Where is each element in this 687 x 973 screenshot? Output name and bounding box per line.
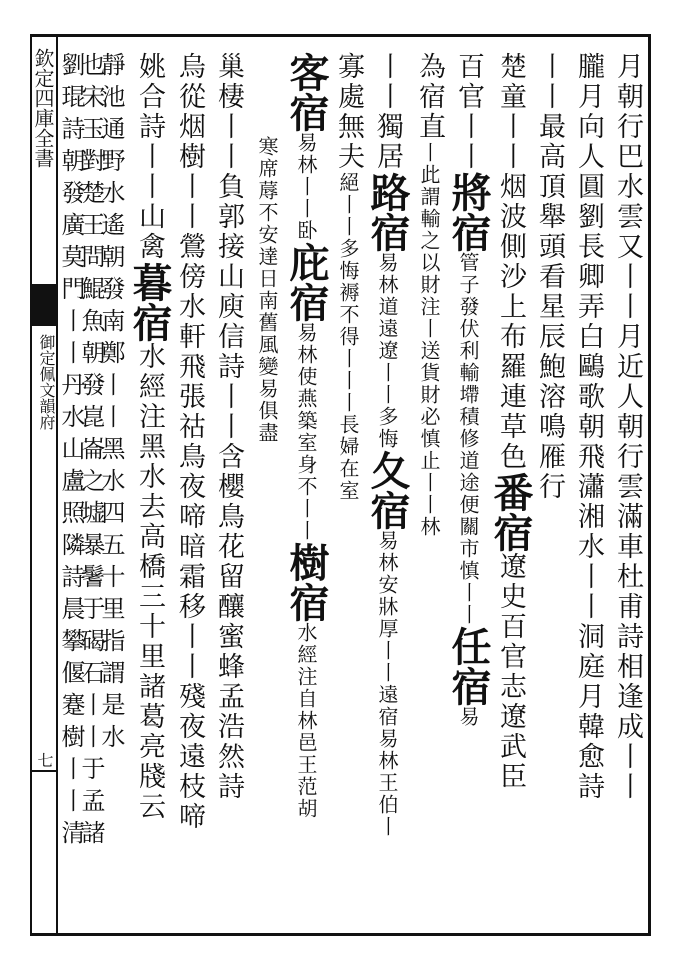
- column-note: 水經注自林邑王范胡: [294, 622, 318, 820]
- heading-ren-su: 任宿: [445, 626, 492, 706]
- heading-shu-su: 樹宿: [283, 542, 330, 622]
- column-note: 易林丨丨卧: [294, 132, 318, 242]
- text-column-9: [283, 52, 330, 932]
- column-text: 朝發南鄭丨丨黑水四五十里指謂是水: [97, 244, 125, 756]
- frame-left-rule: [30, 34, 32, 936]
- column-note: 褥不得丨丨: [336, 282, 360, 392]
- column-note: 達日南舊風變易俱盡: [255, 246, 279, 444]
- column-note: 寒席蓐不安: [255, 136, 279, 246]
- column-text: 為宿直: [414, 52, 445, 142]
- column-note: 易林使燕築室身不丨丨: [294, 322, 318, 542]
- column-note: 絕丨丨多悔: [336, 172, 360, 282]
- heading-mu-su: 暮宿: [126, 262, 173, 342]
- text-column-12: [168, 52, 210, 932]
- column-text: 也宋玉對楚王問鯤魚朝發崑崙之墟暴鬐于碣石丨丨于孟諸: [77, 52, 105, 852]
- column-text: 劉琨詩朝發廣莫門丨丨丹水山盧照隣詩晨攀偃蹇樹丨丨清: [57, 52, 85, 852]
- text-column-5: [445, 52, 492, 932]
- column-note: 易林王伯丨: [375, 728, 399, 838]
- text-column-6: [408, 52, 450, 932]
- heading-ke-su: 客宿: [283, 52, 330, 132]
- column-text: 楚童丨丨烟波側沙上布羅連草色: [495, 52, 526, 472]
- column-text: 遼史百官志遼武臣: [495, 552, 526, 792]
- text-column-2: [567, 52, 609, 932]
- column-note: 管子發伏利輸墆積修道途便關市慎丨丨: [456, 252, 480, 626]
- column-note: 易林安牀厚丨丨遠宿: [375, 530, 399, 728]
- text-column-8: [327, 52, 369, 932]
- column-note: 丨此謂輸之以財注丨送貨財必慎止丨丨: [417, 142, 441, 516]
- book-title: 欽定四庫全書: [31, 48, 55, 168]
- text-column-4: [487, 52, 534, 932]
- column-text: 水經注黑水去高橋三十里諸葛亮牋云: [134, 342, 165, 822]
- frame-bottom-rule: [30, 933, 650, 936]
- text-column-3: [528, 52, 570, 932]
- text-column-13: [126, 52, 173, 932]
- text-column-10: [246, 52, 288, 932]
- heading-bi-su: 庇宿: [283, 242, 330, 322]
- column-text: 百官丨丨: [453, 52, 484, 172]
- frame-top-rule: [30, 34, 650, 37]
- column-text: 丨丨最高頂舉頭看星辰鮑溶鳴雁行: [534, 52, 565, 502]
- column-text: 姚合詩丨丨山禽: [134, 52, 165, 262]
- column-text: 丨丨獨居: [372, 52, 403, 172]
- text-column-7: [364, 52, 411, 932]
- column-text: 靜池通野水遙: [97, 52, 125, 244]
- column-text: 寡處無夫: [333, 52, 364, 172]
- heading-lu-su: 路宿: [364, 172, 411, 252]
- fishtail-mark: [30, 284, 58, 326]
- heading-jiang-su: 將宿: [445, 172, 492, 252]
- column-text: 月朝行巴水雲又丨丨月近人朝行雲滿車杜甫詩相逢成丨丨: [612, 52, 643, 802]
- column-text: 烏從烟樹丨丨鶯傍水軒飛張祜鳥夜啼暗霜移丨丨殘夜遠枝啼: [174, 52, 205, 832]
- column-note: 易林道遠遼丨丨多悔: [375, 252, 399, 450]
- column-note: 丨長婦在室: [336, 392, 360, 502]
- text-column-16: [57, 52, 85, 932]
- heading-zhi-su: 夂宿: [364, 450, 411, 530]
- column-text: 巢棲丨丨負郭接山庾信詩丨丨含櫻鳥花留釀蜜蜂孟浩然詩: [213, 52, 244, 802]
- section-title: 御定佩文韻府: [37, 334, 56, 430]
- column-note: 易: [456, 706, 480, 728]
- text-column-1: [606, 52, 648, 932]
- column-note: 林: [417, 516, 441, 538]
- text-column-11: [207, 52, 249, 932]
- heading-fan-su: 番宿: [487, 472, 534, 552]
- column-text: 朧月向人圓劉長卿弄白鷗歌朝飛瀟湘水丨丨洞庭月韓愈詩: [573, 52, 604, 802]
- page-number-rule: [32, 770, 56, 772]
- frame-right-rule: [648, 34, 651, 936]
- page-number: 七: [35, 752, 54, 768]
